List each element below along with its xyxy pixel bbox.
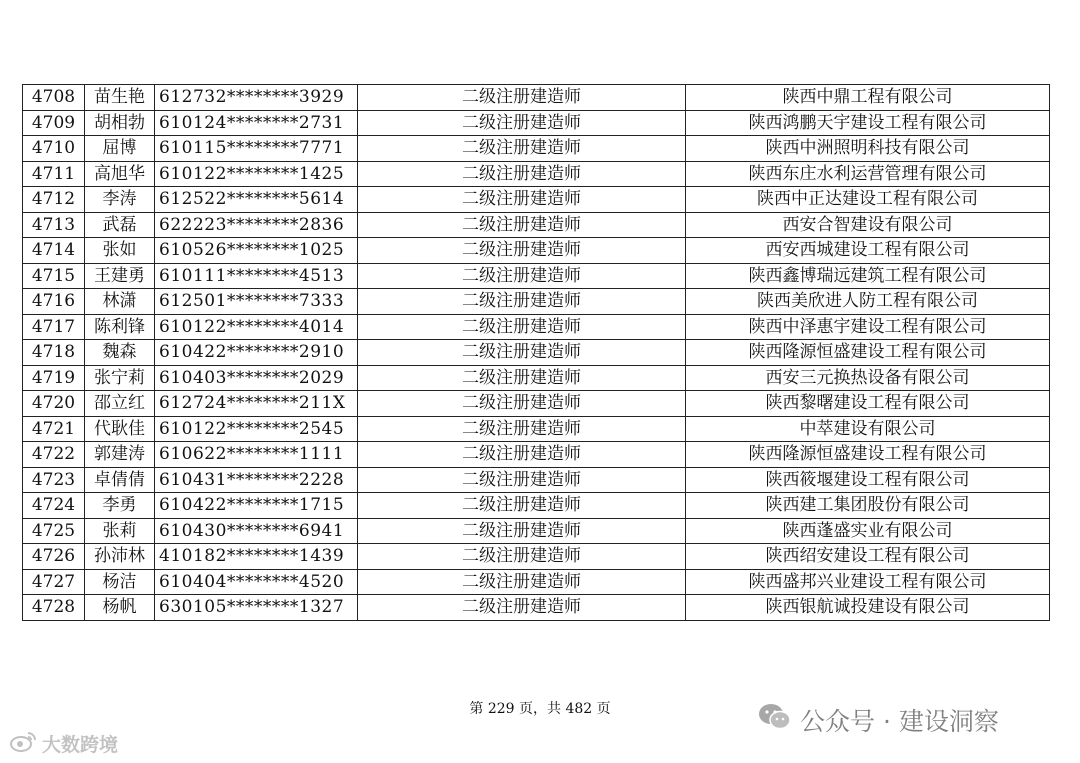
id-number: 612724********211X (155, 391, 358, 417)
row-number: 4719 (23, 365, 85, 391)
certificate-type: 二级注册建造师 (358, 391, 686, 417)
company-name: 陕西绍安建设工程有限公司 (686, 544, 1050, 570)
id-number: 610404********4520 (155, 569, 358, 595)
person-name: 卓倩倩 (85, 467, 155, 493)
certificate-type: 二级注册建造师 (358, 416, 686, 442)
person-name: 魏森 (85, 340, 155, 366)
company-name: 陕西盛邦兴业建设工程有限公司 (686, 569, 1050, 595)
id-number: 610422********2910 (155, 340, 358, 366)
table-row (23, 212, 1050, 238)
company-name: 西安西城建设工程有限公司 (686, 238, 1050, 264)
id-number: 610430********6941 (155, 518, 358, 544)
company-name: 陕西筱堰建设工程有限公司 (686, 467, 1050, 493)
id-number: 610403********2029 (155, 365, 358, 391)
row-number: 4728 (23, 595, 85, 621)
weibo-icon (10, 729, 38, 758)
registrant-table (22, 84, 1050, 621)
id-number: 610622********1111 (155, 442, 358, 468)
table-row (23, 365, 1050, 391)
id-number: 612501********7333 (155, 289, 358, 315)
person-name: 苗生艳 (85, 85, 155, 111)
certificate-type: 二级注册建造师 (358, 442, 686, 468)
weibo-account-name: 大数跨境 (42, 733, 119, 756)
row-number: 4715 (23, 263, 85, 289)
company-name: 陕西中鼎工程有限公司 (686, 85, 1050, 111)
person-name: 张如 (85, 238, 155, 264)
person-name: 李涛 (85, 187, 155, 213)
certificate-type: 二级注册建造师 (358, 569, 686, 595)
wechat-watermark (758, 700, 999, 740)
person-name: 代耿佳 (85, 416, 155, 442)
person-name: 王建勇 (85, 263, 155, 289)
table-row (23, 289, 1050, 315)
page-number: 第 229 页，共 482 页 (469, 701, 611, 717)
table-row (23, 569, 1050, 595)
person-name: 张莉 (85, 518, 155, 544)
company-name: 陕西中正达建设工程有限公司 (686, 187, 1050, 213)
table-row (23, 442, 1050, 468)
company-name: 陕西美欣进人防工程有限公司 (686, 289, 1050, 315)
id-number: 610122********4014 (155, 314, 358, 340)
table-row (23, 340, 1050, 366)
table-row (23, 595, 1050, 621)
row-number: 4724 (23, 493, 85, 519)
row-number: 4708 (23, 85, 85, 111)
certificate-type: 二级注册建造师 (358, 467, 686, 493)
table-row (23, 85, 1050, 111)
company-name: 西安三元换热设备有限公司 (686, 365, 1050, 391)
person-name: 杨洁 (85, 569, 155, 595)
row-number: 4709 (23, 110, 85, 136)
company-name: 陕西中洲照明科技有限公司 (686, 136, 1050, 162)
certificate-type: 二级注册建造师 (358, 187, 686, 213)
company-name: 中萃建设有限公司 (686, 416, 1050, 442)
table-row (23, 161, 1050, 187)
table-body (23, 85, 1050, 621)
company-name: 陕西鑫博瑞远建筑工程有限公司 (686, 263, 1050, 289)
row-number: 4721 (23, 416, 85, 442)
certificate-type: 二级注册建造师 (358, 110, 686, 136)
company-name: 陕西中泽惠宇建设工程有限公司 (686, 314, 1050, 340)
certificate-type: 二级注册建造师 (358, 493, 686, 519)
table-row (23, 416, 1050, 442)
certificate-type: 二级注册建造师 (358, 289, 686, 315)
table-row (23, 493, 1050, 519)
row-number: 4727 (23, 569, 85, 595)
person-name: 屈博 (85, 136, 155, 162)
table-row (23, 238, 1050, 264)
company-name: 陕西黎曙建设工程有限公司 (686, 391, 1050, 417)
certificate-type: 二级注册建造师 (358, 161, 686, 187)
certificate-type: 二级注册建造师 (358, 314, 686, 340)
table-row (23, 187, 1050, 213)
id-number: 610111********4513 (155, 263, 358, 289)
id-number: 610122********1425 (155, 161, 358, 187)
certificate-type: 二级注册建造师 (358, 212, 686, 238)
person-name: 李勇 (85, 493, 155, 519)
certificate-type: 二级注册建造师 (358, 85, 686, 111)
row-number: 4712 (23, 187, 85, 213)
certificate-type: 二级注册建造师 (358, 136, 686, 162)
person-name: 郭建涛 (85, 442, 155, 468)
person-name: 孙沛林 (85, 544, 155, 570)
row-number: 4716 (23, 289, 85, 315)
id-number: 610526********1025 (155, 238, 358, 264)
row-number: 4713 (23, 212, 85, 238)
table-row (23, 544, 1050, 570)
row-number: 4710 (23, 136, 85, 162)
company-name: 陕西蓬盛实业有限公司 (686, 518, 1050, 544)
row-number: 4725 (23, 518, 85, 544)
certificate-type: 二级注册建造师 (358, 340, 686, 366)
person-name: 林潇 (85, 289, 155, 315)
certificate-type: 二级注册建造师 (358, 263, 686, 289)
certificate-type: 二级注册建造师 (358, 365, 686, 391)
row-number: 4723 (23, 467, 85, 493)
table-row (23, 110, 1050, 136)
id-number: 612732********3929 (155, 85, 358, 111)
company-name: 西安合智建设有限公司 (686, 212, 1050, 238)
id-number: 612522********5614 (155, 187, 358, 213)
company-name: 陕西隆源恒盛建设工程有限公司 (686, 340, 1050, 366)
table-row (23, 518, 1050, 544)
person-name: 杨帆 (85, 595, 155, 621)
person-name: 张宁莉 (85, 365, 155, 391)
id-number: 610431********2228 (155, 467, 358, 493)
certificate-type: 二级注册建造师 (358, 595, 686, 621)
company-name: 陕西鸿鹏天宇建设工程有限公司 (686, 110, 1050, 136)
table-row (23, 314, 1050, 340)
company-name: 陕西银航诚投建设有限公司 (686, 595, 1050, 621)
person-name: 邵立红 (85, 391, 155, 417)
company-name: 陕西建工集团股份有限公司 (686, 493, 1050, 519)
row-number: 4718 (23, 340, 85, 366)
table-row (23, 391, 1050, 417)
id-number: 630105********1327 (155, 595, 358, 621)
row-number: 4720 (23, 391, 85, 417)
id-number: 610422********1715 (155, 493, 358, 519)
id-number: 622223********2836 (155, 212, 358, 238)
table-row (23, 263, 1050, 289)
person-name: 陈利锋 (85, 314, 155, 340)
row-number: 4722 (23, 442, 85, 468)
id-number: 610124********2731 (155, 110, 358, 136)
person-name: 武磊 (85, 212, 155, 238)
company-name: 陕西隆源恒盛建设工程有限公司 (686, 442, 1050, 468)
certificate-type: 二级注册建造师 (358, 544, 686, 570)
certificate-type: 二级注册建造师 (358, 238, 686, 264)
id-number: 610115********7771 (155, 136, 358, 162)
wechat-icon (758, 703, 792, 737)
row-number: 4726 (23, 544, 85, 570)
weibo-watermark (10, 728, 118, 758)
table-row (23, 136, 1050, 162)
person-name: 胡相勃 (85, 110, 155, 136)
row-number: 4714 (23, 238, 85, 264)
row-number: 4711 (23, 161, 85, 187)
id-number: 610122********2545 (155, 416, 358, 442)
row-number: 4717 (23, 314, 85, 340)
certificate-type: 二级注册建造师 (358, 518, 686, 544)
company-name: 陕西东庄水利运营管理有限公司 (686, 161, 1050, 187)
wechat-account-name: 公众号 · 建设洞察 (800, 707, 999, 736)
id-number: 410182********1439 (155, 544, 358, 570)
table-row (23, 467, 1050, 493)
person-name: 高旭华 (85, 161, 155, 187)
